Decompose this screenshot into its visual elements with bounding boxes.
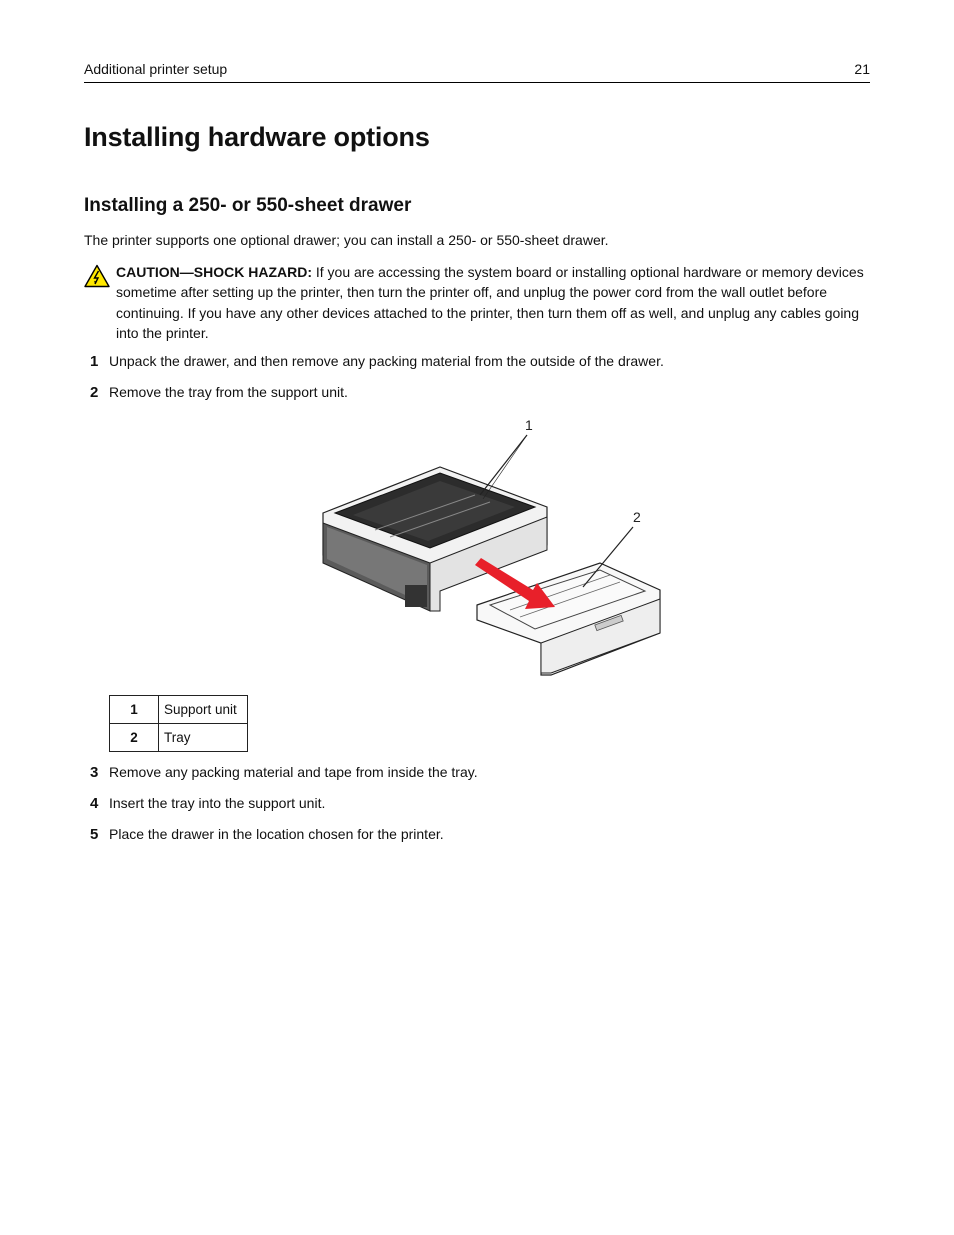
caution-text	[116, 262, 866, 343]
page-header	[84, 60, 870, 83]
legend-number: 2	[110, 724, 159, 752]
intro-paragraph: The printer supports one optional drawer; you can install a 250‑ or 550‑sheet drawer.	[84, 232, 609, 248]
section-heading: Installing a 250‑ or 550‑sheet drawer	[84, 195, 412, 216]
callout-1: 1	[525, 417, 533, 433]
table-row	[110, 724, 248, 752]
page-title: Installing hardware options	[84, 122, 430, 152]
step-text: Unpack the drawer, and then remove any packing material from the outside of the drawer.	[109, 353, 664, 369]
step-text: Remove the tray from the support unit.	[109, 384, 348, 400]
step-text: Place the drawer in the location chosen for the printer.	[109, 826, 444, 842]
step-number: 2	[90, 384, 99, 401]
shock-hazard-warning-icon	[84, 264, 110, 288]
legend-label: Tray	[159, 724, 248, 752]
drawer-illustration	[315, 415, 665, 680]
step-number: 3	[90, 764, 99, 781]
step-text: Remove any packing material and tape from inside the tray.	[109, 764, 478, 780]
step-number: 1	[90, 353, 99, 370]
page-number: 21	[854, 61, 870, 77]
caution-label: CAUTION—SHOCK HAZARD:	[116, 264, 312, 280]
legend-label: Support unit	[159, 696, 248, 724]
caution-body: If you are accessing the system board or installing optional hardware or memory devices sometime after setting up the printer, then turn the printer off, and unplug the power cord from the wall outlet before continuing. If you have any other devices attached to the printer, then turn them off as well, and unplug any cables going into the printer.	[116, 264, 864, 341]
header-section-title: Additional printer setup	[84, 61, 228, 77]
step-number: 4	[90, 795, 99, 812]
table-row	[110, 696, 248, 724]
callout-2: 2	[633, 509, 641, 525]
legend-table	[109, 695, 248, 752]
step-number: 5	[90, 826, 99, 843]
legend-number: 1	[110, 696, 159, 724]
step-text: Insert the tray into the support unit.	[109, 795, 326, 811]
